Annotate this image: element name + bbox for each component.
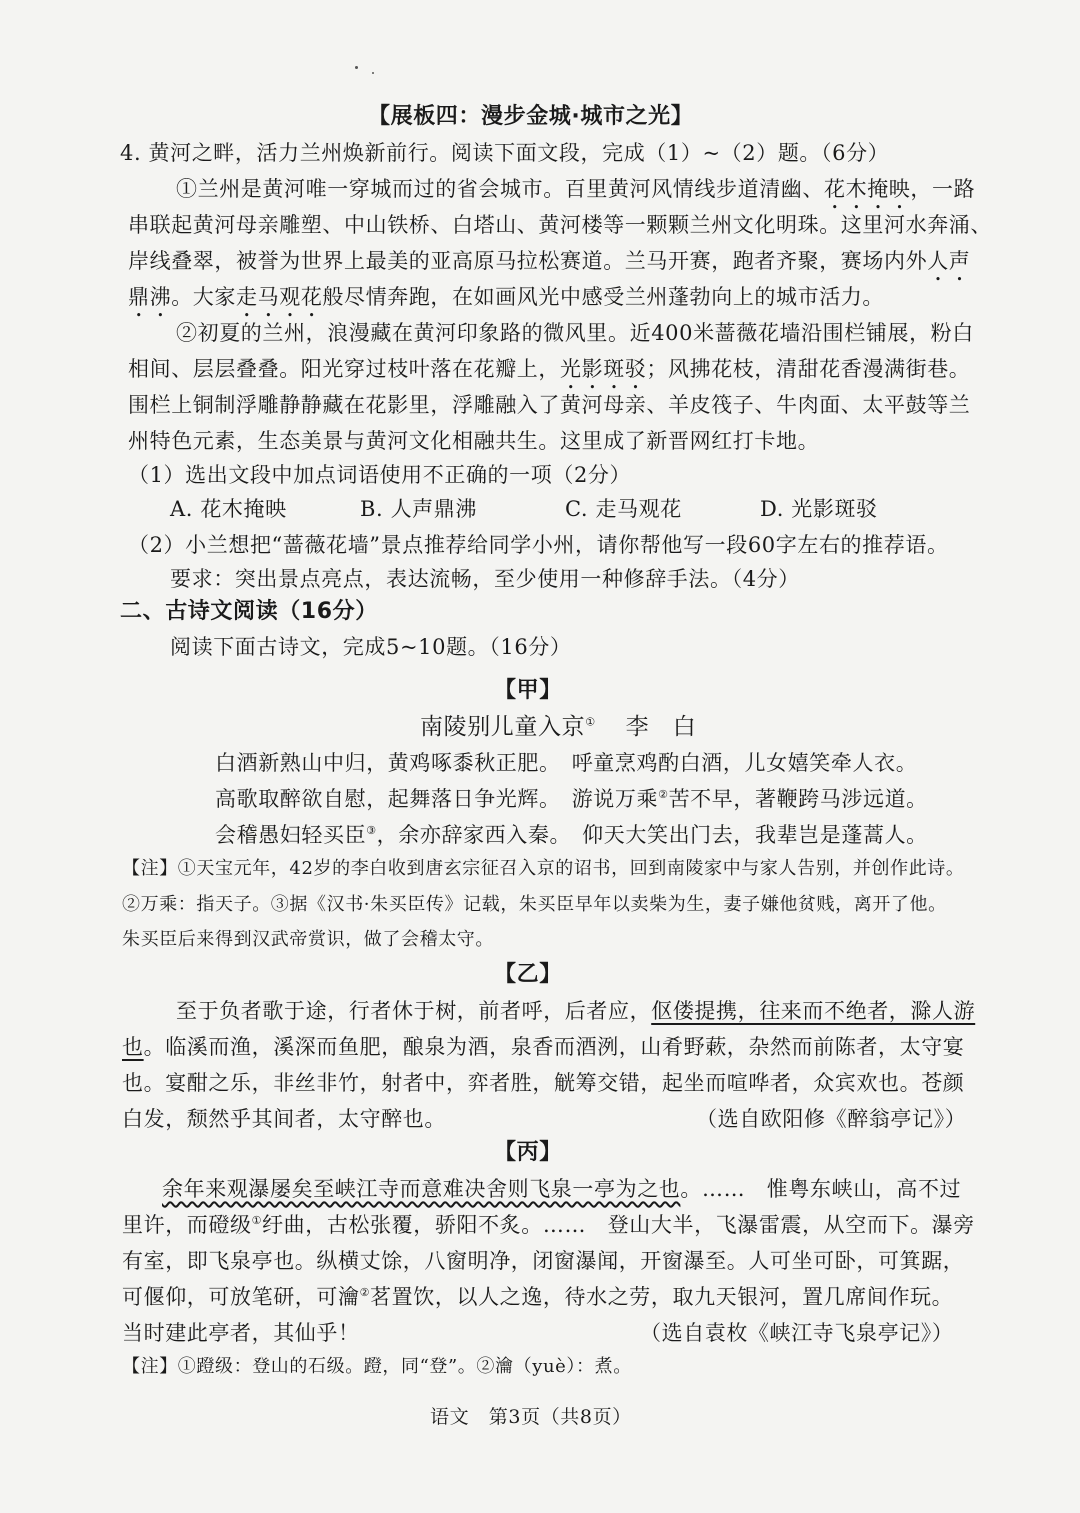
yi-line-1 — [176, 996, 975, 1026]
passage-text: ①兰州是黄河唯一穿城而过的省会城市。百里黄河风情线步道清幽、 — [176, 177, 824, 201]
poem-author: 李 白 — [625, 714, 697, 740]
bing-line-5: 当时建此亭者，其仙乎！ — [122, 1321, 360, 1345]
note-marker: ① — [251, 1214, 263, 1227]
scan-speck — [355, 66, 358, 69]
note-marker: ② — [359, 1286, 371, 1299]
underlined-sentence: 伛偻提携，往来而不绝者，滁人游 — [651, 999, 976, 1023]
jia-note-1: 【注】①天宝元年，42岁的李白收到唐玄宗征召入京的诏书，回到南陵家中与家人告别，并创作此诗。 — [122, 858, 965, 879]
bing-note: 【注】①蹬级：登山的石级。蹬，同“登”。②瀹（yuè）：煮。 — [122, 1356, 632, 1377]
poem-line-3 — [215, 820, 928, 850]
bing-text: 。…… 惟粤东峡山，高不过 — [680, 1177, 962, 1201]
poem-line-1: 白酒新熟山中归，黄鸡啄黍秋正肥。 呼童烹鸡酌白酒，儿女嬉笑牵人衣。 — [215, 751, 918, 775]
bing-line-1 — [162, 1174, 961, 1204]
dotted-term-d: 光影斑驳 — [560, 357, 647, 381]
passage-1-line-4 — [128, 282, 884, 322]
bing-line-3: 有室，即飞泉亭也。纵横丈馀，八窗明净，闭窗瀑闻，开窗瀑至。人可坐可卧，可箕踞， — [122, 1249, 965, 1273]
passage-text: 岸线叠翠，被誉为世界上最美的亚高原马拉松赛道。兰马开赛，跑者齐聚，赛场内外 — [128, 249, 928, 273]
text-yi-label: 【乙】 — [494, 962, 562, 987]
yi-line-4: 白发，颓然乎其间者，太守醉也。 — [122, 1107, 446, 1131]
exhibit-four-title: 【展板四：漫步金城·城市之光】 — [368, 104, 694, 129]
bing-text: 可偃仰，可放笔研，可瀹 — [122, 1285, 360, 1309]
passage-2-line-4: 州特色元素，生态美景与黄河文化相融共生。这里成了新晋网红打卡地。 — [128, 429, 820, 453]
wavy-underlined-sentence: 余年来观瀑屡矣至峡江寺而意难决舍则飞泉一亭为之也 — [162, 1177, 681, 1201]
poem-text: 会稽愚妇轻买臣 — [215, 823, 367, 847]
page-footer: 语文 第3页（共8页） — [430, 1406, 632, 1428]
note-marker: ③ — [366, 824, 377, 837]
dotted-term-b-part2: 鼎沸 — [128, 285, 172, 309]
poem-text: ，余亦辞家西入秦。 仰天大笑出门去，我辈岂是蓬蒿人。 — [376, 823, 928, 847]
bing-text: 里许，而磴级 — [122, 1213, 252, 1237]
option-d: D. 光影斑驳 — [760, 497, 878, 521]
text-bing-label: 【丙】 — [494, 1140, 562, 1165]
option-b: B. 人声鼎沸 — [360, 497, 477, 521]
passage-text: 相间、层层叠叠。阳光穿过枝叶落在花瓣上， — [128, 357, 560, 381]
poem-title-line — [420, 712, 696, 742]
poem-title: 南陵别儿童入京 — [420, 714, 586, 740]
passage-text: 般尽情奔跑，在如画风光中感受兰州蓬勃向上的城市活力。 — [322, 285, 885, 309]
note-marker: ② — [658, 788, 669, 801]
passage-1-line-2: 串联起黄河母亲雕塑、中山铁桥、白塔山、黄河楼等一颗颗兰州文化明珠。这里河水奔涌、 — [128, 213, 992, 237]
passage-text: 。大家 — [171, 285, 237, 309]
passage-2-line-3: 围栏上铜制浮雕静静藏在花影里，浮雕融入了黄河母亲、羊皮筏子、牛肉面、太平鼓等兰 — [128, 393, 971, 417]
sub-question-2-requirement: 要求：突出景点亮点，表达流畅，至少使用一种修辞手法。（4分） — [170, 567, 800, 591]
bing-source: （选自袁枚《峡江寺飞泉亭记》） — [640, 1321, 954, 1345]
yi-source: （选自欧阳修《醉翁亭记》） — [696, 1107, 967, 1131]
bing-text: 茗置饮，以人之逸，待水之劳，取九天银河，置几席间作玩。 — [370, 1285, 954, 1309]
poem-line-2 — [215, 784, 928, 814]
section-2-intro: 阅读下面古诗文，完成5~10题。（16分） — [170, 635, 572, 659]
section-2-heading: 二、古诗文阅读（16分） — [120, 599, 378, 624]
dotted-term-a: 花木掩映 — [824, 177, 911, 201]
option-c: C. 走马观花 — [565, 497, 682, 521]
underlined-sentence-end: 也 — [122, 1035, 144, 1059]
poem-text: 高歌取醉欲自慰，起舞落日争光辉。 游说万乘 — [215, 787, 659, 811]
dotted-term-b-part1: 人声 — [927, 249, 971, 273]
dotted-term-c: 走马观花 — [236, 285, 323, 309]
sub-question-2: （2）小兰想把“蔷薇花墙”景点推荐给同学小州，请你帮他写一段60字左右的推荐语。 — [128, 533, 949, 557]
yi-text: 。临溪而渔，溪深而鱼肥，酿泉为酒，泉香而酒洌，山肴野蔌，杂然而前陈者，太守宴 — [143, 1035, 965, 1059]
yi-line-2 — [122, 1032, 964, 1062]
note-marker: ① — [585, 715, 596, 729]
poem-text: 苦不早，著鞭跨马涉远道。 — [668, 787, 928, 811]
jia-note-2: ②万乘：指天子。③据《汉书·朱买臣传》记载，朱买臣早年以卖柴为生，妻子嫌他贫贱，离开了他。 — [122, 894, 947, 915]
passage-text: ，一路 — [910, 177, 976, 201]
jia-note-3: 朱买臣后来得到汉武帝赏识，做了会稽太守。 — [122, 929, 494, 950]
passage-1-line-1 — [176, 174, 975, 214]
sub-question-1: （1）选出文段中加点词语使用不正确的一项（2分） — [128, 463, 632, 487]
scan-speck — [372, 72, 374, 74]
bing-line-4 — [122, 1282, 953, 1312]
passage-text: ；风拂花枝，清甜花香漫满街巷。 — [646, 357, 971, 381]
yi-text: 至于负者歌于途，行者休于树，前者呼，后者应， — [176, 999, 652, 1023]
text-jia-label: 【甲】 — [494, 678, 562, 703]
option-a: A. 花木掩映 — [170, 497, 287, 521]
bing-text: 纡曲，古松张覆，骄阳不炙。…… 登山大半，飞瀑雷震，从空而下。瀑旁 — [262, 1213, 975, 1237]
passage-1-line-3 — [128, 246, 970, 286]
passage-2-line-1: ②初夏的兰州，浪漫藏在黄河印象路的微风里。近400米蔷薇花墙沿围栏铺展，粉白 — [176, 321, 974, 345]
bing-line-2 — [122, 1210, 975, 1240]
yi-line-3: 也。宴酣之乐，非丝非竹，射者中，弈者胜，觥筹交错，起坐而喧哗者，众宾欢也。苍颜 — [122, 1071, 965, 1095]
question-4-intro: 4. 黄河之畔，活力兰州焕新前行。阅读下面文段，完成（1）~（2）题。（6分） — [120, 141, 890, 165]
passage-2-line-2 — [128, 354, 970, 394]
